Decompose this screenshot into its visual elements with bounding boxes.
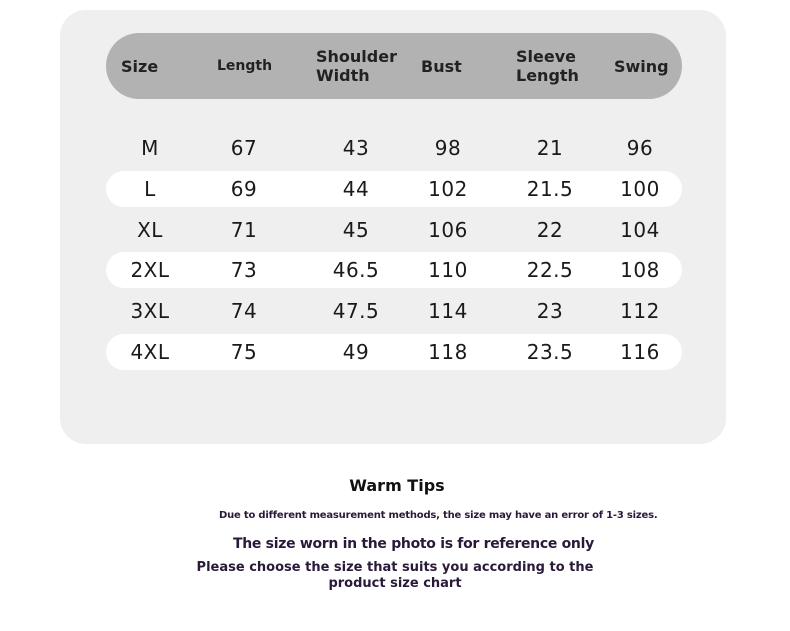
table-cell-size: 3XL (130, 299, 170, 323)
table-cell-size: L (144, 177, 156, 201)
header-length: Length (217, 57, 273, 74)
measurement-error-note: Due to different measurement methods, the size may have an error of 1-3 sizes. (219, 510, 658, 521)
header-swing: Swing (614, 56, 669, 76)
header-bust: Bust (421, 56, 462, 76)
header-size: Size (121, 56, 159, 76)
table-cell-bust: 110 (428, 258, 468, 282)
table-cell-swing: 116 (620, 340, 660, 364)
table-cell-size: M (141, 136, 159, 160)
table-cell-swing: 108 (620, 258, 660, 282)
table-cell-bust: 118 (428, 340, 468, 364)
table-cell-bust: 114 (428, 299, 468, 323)
table-row-xl (106, 212, 682, 248)
table-cell-bust: 102 (428, 177, 468, 201)
table-cell-shoulder-width: 45 (342, 218, 370, 242)
table-cell-length: 75 (230, 340, 258, 364)
table-cell-length: 67 (230, 136, 258, 160)
table-cell-size: 4XL (130, 340, 170, 364)
table-cell-sleeve-length: 21 (536, 136, 564, 160)
table-cell-length: 69 (230, 177, 258, 201)
table-cell-swing: 104 (620, 218, 660, 242)
table-cell-sleeve-length: 23.5 (526, 340, 574, 364)
table-cell-sleeve-length: 22.5 (526, 258, 574, 282)
table-cell-shoulder-width: 43 (342, 136, 370, 160)
table-cell-length: 71 (230, 218, 258, 242)
table-row-m (106, 130, 682, 166)
table-cell-sleeve-length: 21.5 (526, 177, 574, 201)
table-cell-size: XL (137, 218, 163, 242)
table-cell-shoulder-width: 49 (342, 340, 370, 364)
table-cell-length: 74 (230, 299, 258, 323)
table-row-4xl (106, 334, 682, 370)
table-cell-size: 2XL (130, 258, 170, 282)
header-sleeve-length: Sleeve Length (516, 47, 579, 85)
table-row-l (106, 171, 682, 207)
header-shoulder-width: Shoulder Width (316, 47, 397, 85)
photo-reference-note: The size worn in the photo is for reference only (233, 536, 594, 552)
table-cell-swing: 96 (626, 136, 654, 160)
table-cell-length: 73 (230, 258, 258, 282)
warm-tips-title-text: Warm Tips (349, 476, 445, 495)
table-cell-shoulder-width: 46.5 (332, 258, 380, 282)
table-cell-sleeve-length: 23 (536, 299, 564, 323)
table-row-3xl (106, 293, 682, 329)
size-chart-advice-note: Please choose the size that suits you according to the product size chart (196, 560, 594, 591)
table-cell-shoulder-width: 47.5 (332, 299, 380, 323)
table-cell-shoulder-width: 44 (342, 177, 370, 201)
table-cell-sleeve-length: 22 (536, 218, 564, 242)
table-cell-swing: 100 (620, 177, 660, 201)
table-row-2xl (106, 252, 682, 288)
table-cell-swing: 112 (620, 299, 660, 323)
table-cell-bust: 106 (428, 218, 468, 242)
warm-tips-title (0, 476, 790, 495)
table-cell-bust: 98 (434, 136, 462, 160)
